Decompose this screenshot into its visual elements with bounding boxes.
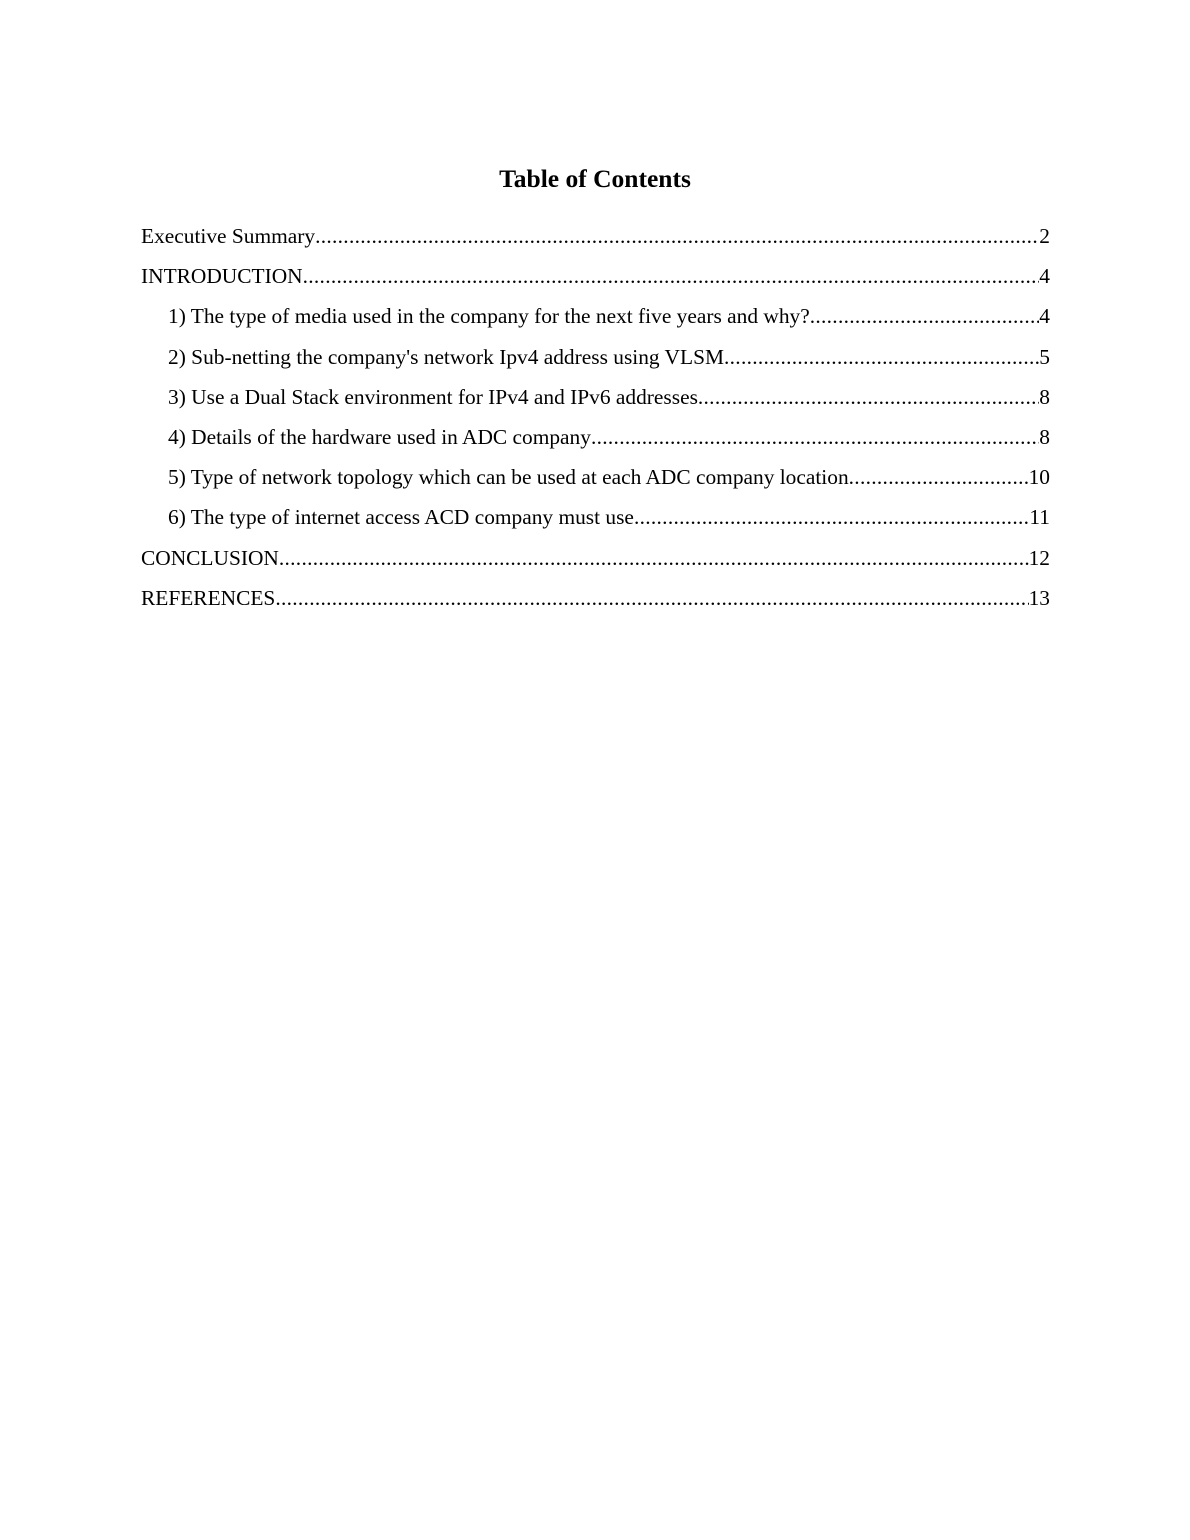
toc-entry-title: 6) The type of internet access ACD company must use [168,505,634,530]
toc-entry-introduction[interactable] [141,262,1050,302]
toc-entry-title: CONCLUSION [141,545,279,570]
toc-entry-page-number: 10 [1028,465,1050,490]
toc-list [141,222,1050,624]
toc-entry-page-number: 11 [1029,505,1050,530]
toc-entry-dual-stack[interactable] [141,383,1050,423]
dot-leader [279,544,1029,572]
dot-leader [315,222,1039,250]
toc-entry-page-number: 4 [1039,264,1050,289]
toc-entry-internet-access[interactable] [141,503,1050,543]
toc-entry-executive-summary[interactable] [141,222,1050,262]
toc-entry-page-number: 8 [1039,384,1050,409]
toc-heading: Table of Contents [499,164,691,193]
toc-entry-title: 1) The type of media used in the company for the next five years and why? [168,304,810,329]
toc-entry-title: REFERENCES [141,585,276,610]
toc-entry-conclusion[interactable] [141,544,1050,584]
toc-entry-title: 4) Details of the hardware used in ADC company [168,424,591,449]
toc-entry-title: 5) Type of network topology which can be used at each ADC company location [168,465,849,490]
toc-entry-page-number: 8 [1039,424,1050,449]
dot-leader [634,503,1029,531]
toc-entry-page-number: 13 [1028,585,1050,610]
toc-entry-subnetting[interactable] [141,343,1050,383]
dot-leader [275,584,1028,612]
toc-entry-hardware[interactable] [141,423,1050,463]
toc-entry-title: INTRODUCTION [141,264,303,289]
dot-leader [591,423,1039,451]
dot-leader [724,343,1039,371]
toc-entry-page-number: 4 [1039,304,1050,329]
toc-entry-title: 3) Use a Dual Stack environment for IPv4 and IPv6 addresses [168,384,698,409]
dot-leader [698,383,1039,411]
dot-leader [810,302,1040,330]
dot-leader [303,262,1040,290]
toc-entry-title: Executive Summary [141,224,316,248]
dot-leader [849,463,1029,491]
toc-entry-network-topology[interactable] [141,463,1050,503]
toc-entry-page-number: 12 [1028,545,1050,570]
toc-entry-page-number: 5 [1039,344,1050,369]
toc-entry-media-type[interactable] [141,302,1050,342]
toc-entry-page-number: 2 [1039,224,1050,248]
toc-entry-references[interactable] [141,584,1050,624]
toc-entry-title: 2) Sub-netting the company's network Ipv4 address using VLSM [168,344,724,369]
